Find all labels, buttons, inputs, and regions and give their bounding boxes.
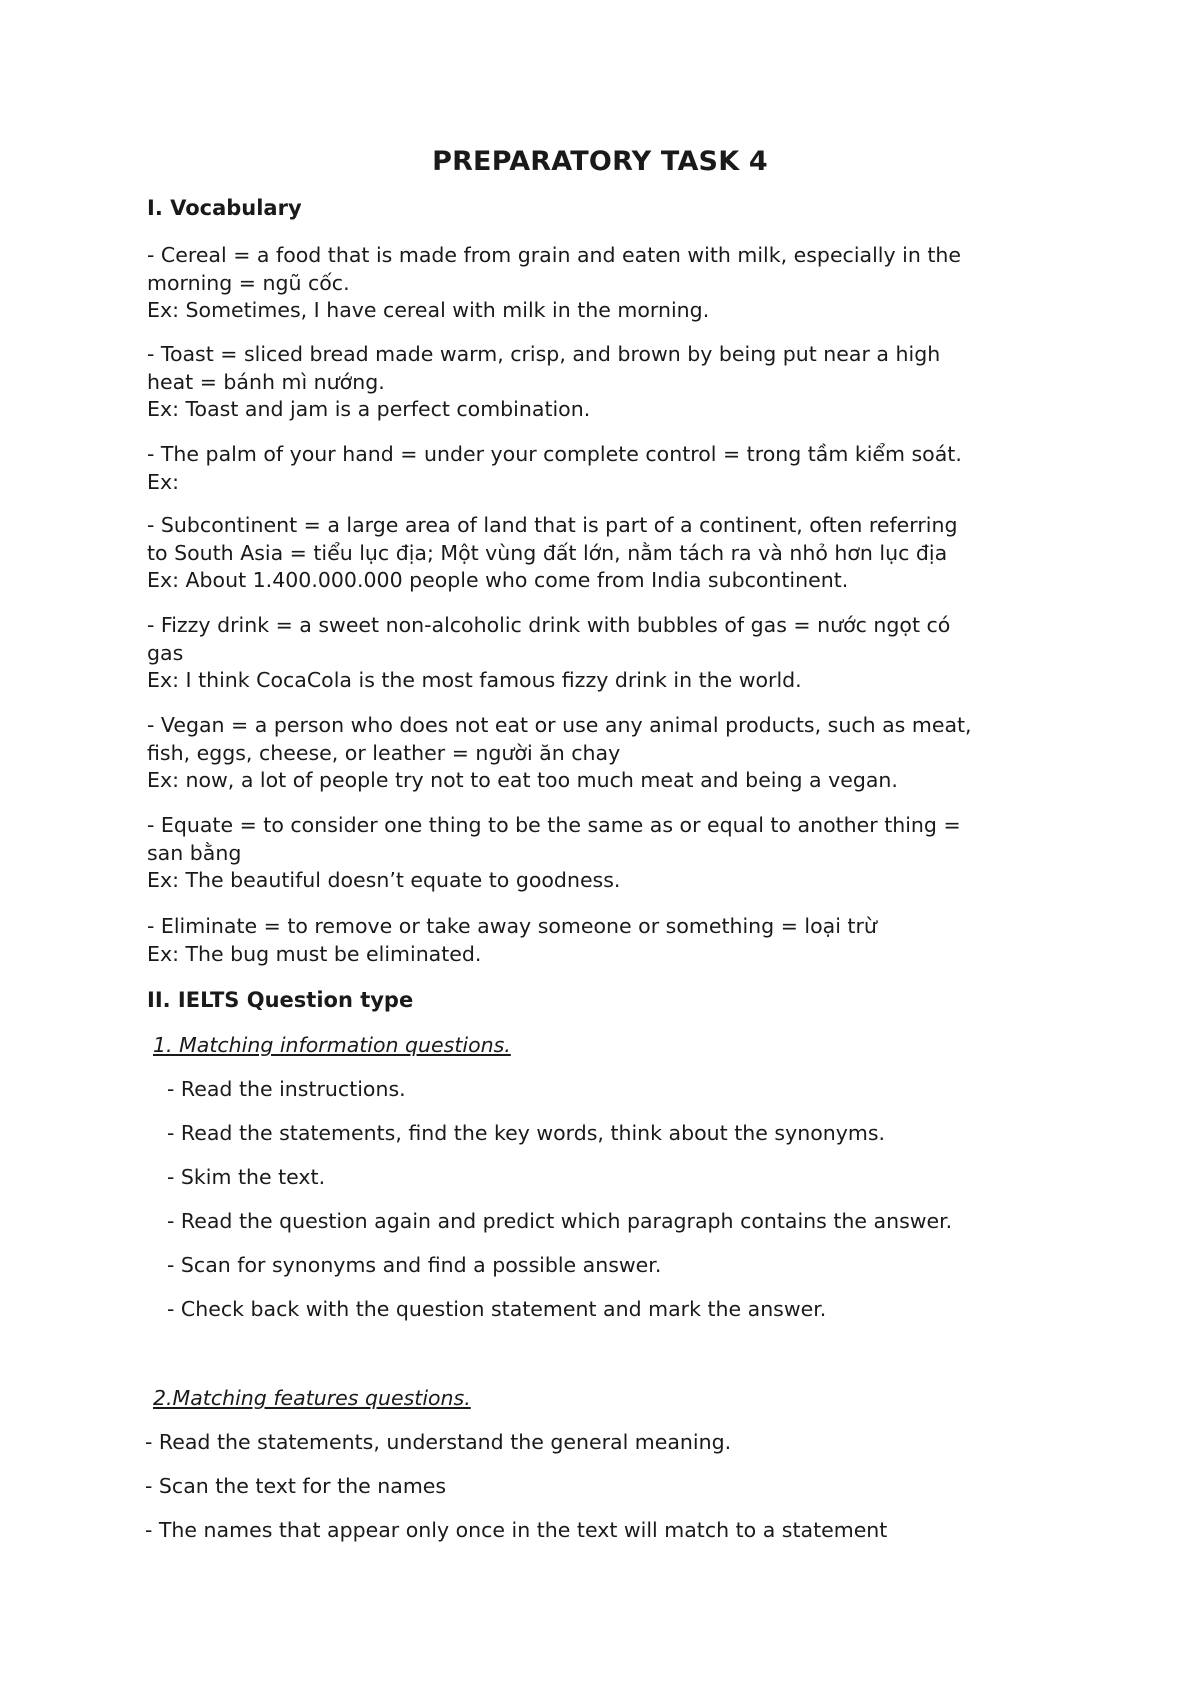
vocab-line: - Equate = to consider one thing to be the same as or equal to another thing = xyxy=(147,813,961,837)
vocab-line: - Cereal = a food that is made from grain and eaten with milk, especially in the xyxy=(147,243,961,267)
vocab-line: gas xyxy=(147,640,184,665)
vocab-entry-cereal xyxy=(147,242,1077,325)
vocab-line: - The palm of your hand = under your complete control = trong tầm kiểm soát. xyxy=(147,442,962,466)
vocab-example: Ex: I think CocaCola is the most famous fizzy drink in the world. xyxy=(147,668,802,692)
step-item: - Scan the text for the names xyxy=(145,1474,447,1498)
vocab-line: - Eliminate = to remove or take away someone or something = loại trừ xyxy=(147,914,877,938)
vocab-line: - Toast = sliced bread made warm, crisp, and brown by being put near a high xyxy=(147,342,941,366)
vocab-line: morning = ngũ cốc. xyxy=(147,270,350,295)
vocab-entry-eliminate xyxy=(147,913,1077,968)
vocab-entry-palm xyxy=(147,441,1077,496)
vocab-entry-toast xyxy=(147,341,1077,424)
vocab-line: san bằng xyxy=(147,840,242,865)
vocab-line: - Vegan = a person who does not eat or use any animal products, such as meat, xyxy=(147,713,972,737)
step-item: - Read the question again and predict which paragraph contains the answer. xyxy=(167,1209,953,1233)
section-heading-ielts-question-type: II. IELTS Question type xyxy=(147,988,414,1012)
subsection-title-matching-features: 2.Matching features questions. xyxy=(153,1386,471,1410)
section-heading-vocabulary: I. Vocabulary xyxy=(147,196,302,220)
step-item: - Read the statements, understand the general meaning. xyxy=(145,1430,732,1454)
step-item: - Skim the text. xyxy=(167,1165,326,1189)
vocab-example: Ex: The bug must be eliminated. xyxy=(147,941,482,966)
page-title: PREPARATORY TASK 4 xyxy=(432,146,768,177)
step-item: - Check back with the question statement and mark the answer. xyxy=(167,1297,827,1321)
vocab-example: Ex: now, a lot of people try not to eat too much meat and being a vegan. xyxy=(147,768,898,792)
vocab-example: Ex: Toast and jam is a perfect combination. xyxy=(147,397,591,421)
step-item: - Scan for synonyms and find a possible answer. xyxy=(167,1253,662,1277)
step-item: - Read the instructions. xyxy=(167,1077,406,1101)
vocab-entry-fizzy-drink xyxy=(147,612,1077,695)
subsection-title-matching-information: 1. Matching information questions. xyxy=(153,1033,511,1057)
vocab-example: Ex: About 1.400.000.000 people who come from India subcontinent. xyxy=(147,568,849,592)
vocab-line: fish, eggs, cheese, or leather = người ăn chay xyxy=(147,740,621,765)
vocab-line: - Fizzy drink = a sweet non-alcoholic drink with bubbles of gas = nước ngọt có xyxy=(147,613,951,637)
vocab-example: Ex: Sometimes, I have cereal with milk in the morning. xyxy=(147,298,710,322)
vocab-example: Ex: The beautiful doesn’t equate to goodness. xyxy=(147,868,621,892)
vocab-example: Ex: xyxy=(147,469,179,494)
step-item: - The names that appear only once in the text will match to a statement xyxy=(145,1518,888,1542)
vocab-entry-equate xyxy=(147,812,1077,895)
vocab-line: - Subcontinent = a large area of land that is part of a continent, often referring xyxy=(147,513,958,537)
vocab-entry-vegan xyxy=(147,712,1077,795)
step-item: - Read the statements, find the key words, think about the synonyms. xyxy=(167,1121,886,1145)
vocab-entry-subcontinent xyxy=(147,512,1077,595)
vocab-line: to South Asia = tiểu lục địa; Một vùng đất lớn, nằm tách ra và nhỏ hơn lục địa xyxy=(147,540,948,565)
vocab-line: heat = bánh mì nướng. xyxy=(147,369,385,394)
